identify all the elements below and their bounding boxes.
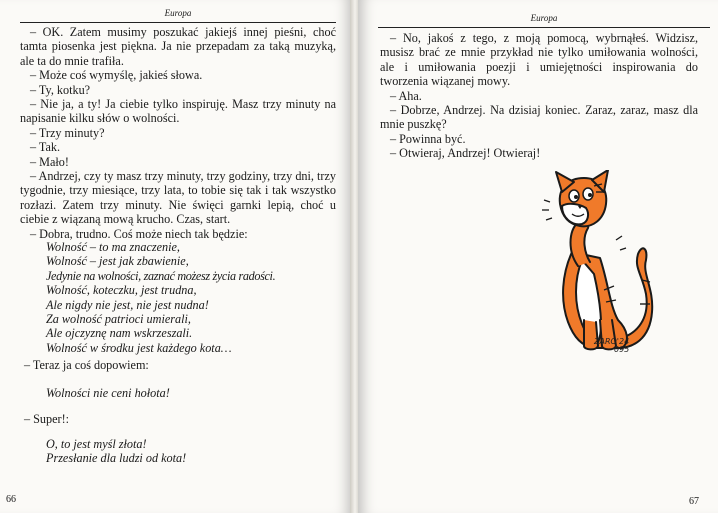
verse-line: Wolności nie ceni hołota! (46, 386, 170, 400)
paragraph: – Aha. (390, 88, 422, 103)
right-dialogue (380, 31, 698, 161)
dialogue-line: – Super!: (24, 412, 70, 426)
poem-line: Wolność w środku jest każdego kota… (46, 340, 232, 355)
final-verse (46, 437, 186, 466)
cat-pupil (588, 193, 592, 197)
paragraph: – Nie ja, a ty! Ja ciebie tylko inspiruję. Masz trzy minuty na napisanie kilku słów o wolności. (20, 97, 336, 126)
poem-line: Za wolność patrioci umierali, (46, 312, 191, 327)
paragraph: – Andrzej, czy ty masz trzy minuty, trzy godziny, trzy dni, trzy tygodnie, trzy miesiące, trzy lata, to tobie się tak i tak wszystko rozłazi. Zatem trzy minuty. Nie święci garnki lepią, choć u ciebie z wiązaną mową krucho. Czas, start. (20, 169, 336, 227)
poem-line: Wolność – jest jak zbawienie, (46, 254, 189, 269)
verse-line: Przesłanie dla ludzi od kota! (46, 451, 187, 466)
poem-line: Wolność, koteczku, jest trudna, (46, 283, 197, 298)
cat-muzzle (562, 204, 588, 224)
illustrator-signature: ZARO'24 095 (594, 337, 630, 354)
left-header-rule (20, 22, 336, 23)
left-page-number: 66 (6, 494, 16, 505)
freedom-poem (46, 240, 275, 355)
paragraph: – No, jakoś z tego, z moją pomocą, wybrnąłeś. Widzisz, musisz brać ze mnie przykład nie tylko umiłowania wolności, ale i umiłowania poezji i umiejętności inspirowania do tworzenia wiązanej mowy. (380, 31, 698, 89)
cat-pupil (574, 195, 578, 199)
right-running-header: Europa (530, 13, 558, 23)
paragraph: – Może coś wymyślę, jakieś słowa. (30, 68, 203, 83)
left-running-header: Europa (164, 8, 192, 18)
left-dialogue (20, 25, 336, 241)
paragraph: – Dobrze, Andrzej. Na dzisiaj koniec. Zaraz, zaraz, masz dla mnie puszkę? (380, 103, 698, 132)
verse-line: O, to jest myśl złota! (46, 437, 147, 451)
poem-line: Ale ojczyznę nam wskrzeszali. (46, 326, 193, 341)
paragraph: – Tak. (30, 140, 61, 155)
cat-paw (571, 220, 591, 266)
poem-line: Jedynie na wolności, zaznać możesz życia radości. (46, 268, 276, 283)
paragraph: – OK. Zatem musimy poszukać jakiejś innej pieśni, choć tamta piosenka jest piękna. Ja nie przepadam za taką muzyką, ale ta do mnie trafiła. (20, 25, 336, 68)
paragraph: – Dobra, trudno. Coś może niech tak będzie: (30, 226, 248, 241)
paragraph: – Powinna być. (390, 131, 466, 146)
right-page-number: 67 (689, 496, 699, 507)
paragraph: – Otwieraj, Andrzej! Otwieraj! (390, 146, 541, 161)
dialogue-line: – Teraz ja coś dopowiem: (24, 358, 149, 372)
paragraph: – Ty, kotku? (30, 82, 91, 97)
poem-line: Wolność – to ma znaczenie, (46, 240, 180, 254)
cat-cartoon-icon (538, 170, 654, 360)
poem-line: Ale nigdy nie jest, nie jest nudna! (46, 297, 209, 312)
paragraph: – Mało! (30, 154, 69, 169)
paragraph: – Trzy minuty? (30, 125, 105, 140)
right-header-rule (378, 27, 710, 28)
